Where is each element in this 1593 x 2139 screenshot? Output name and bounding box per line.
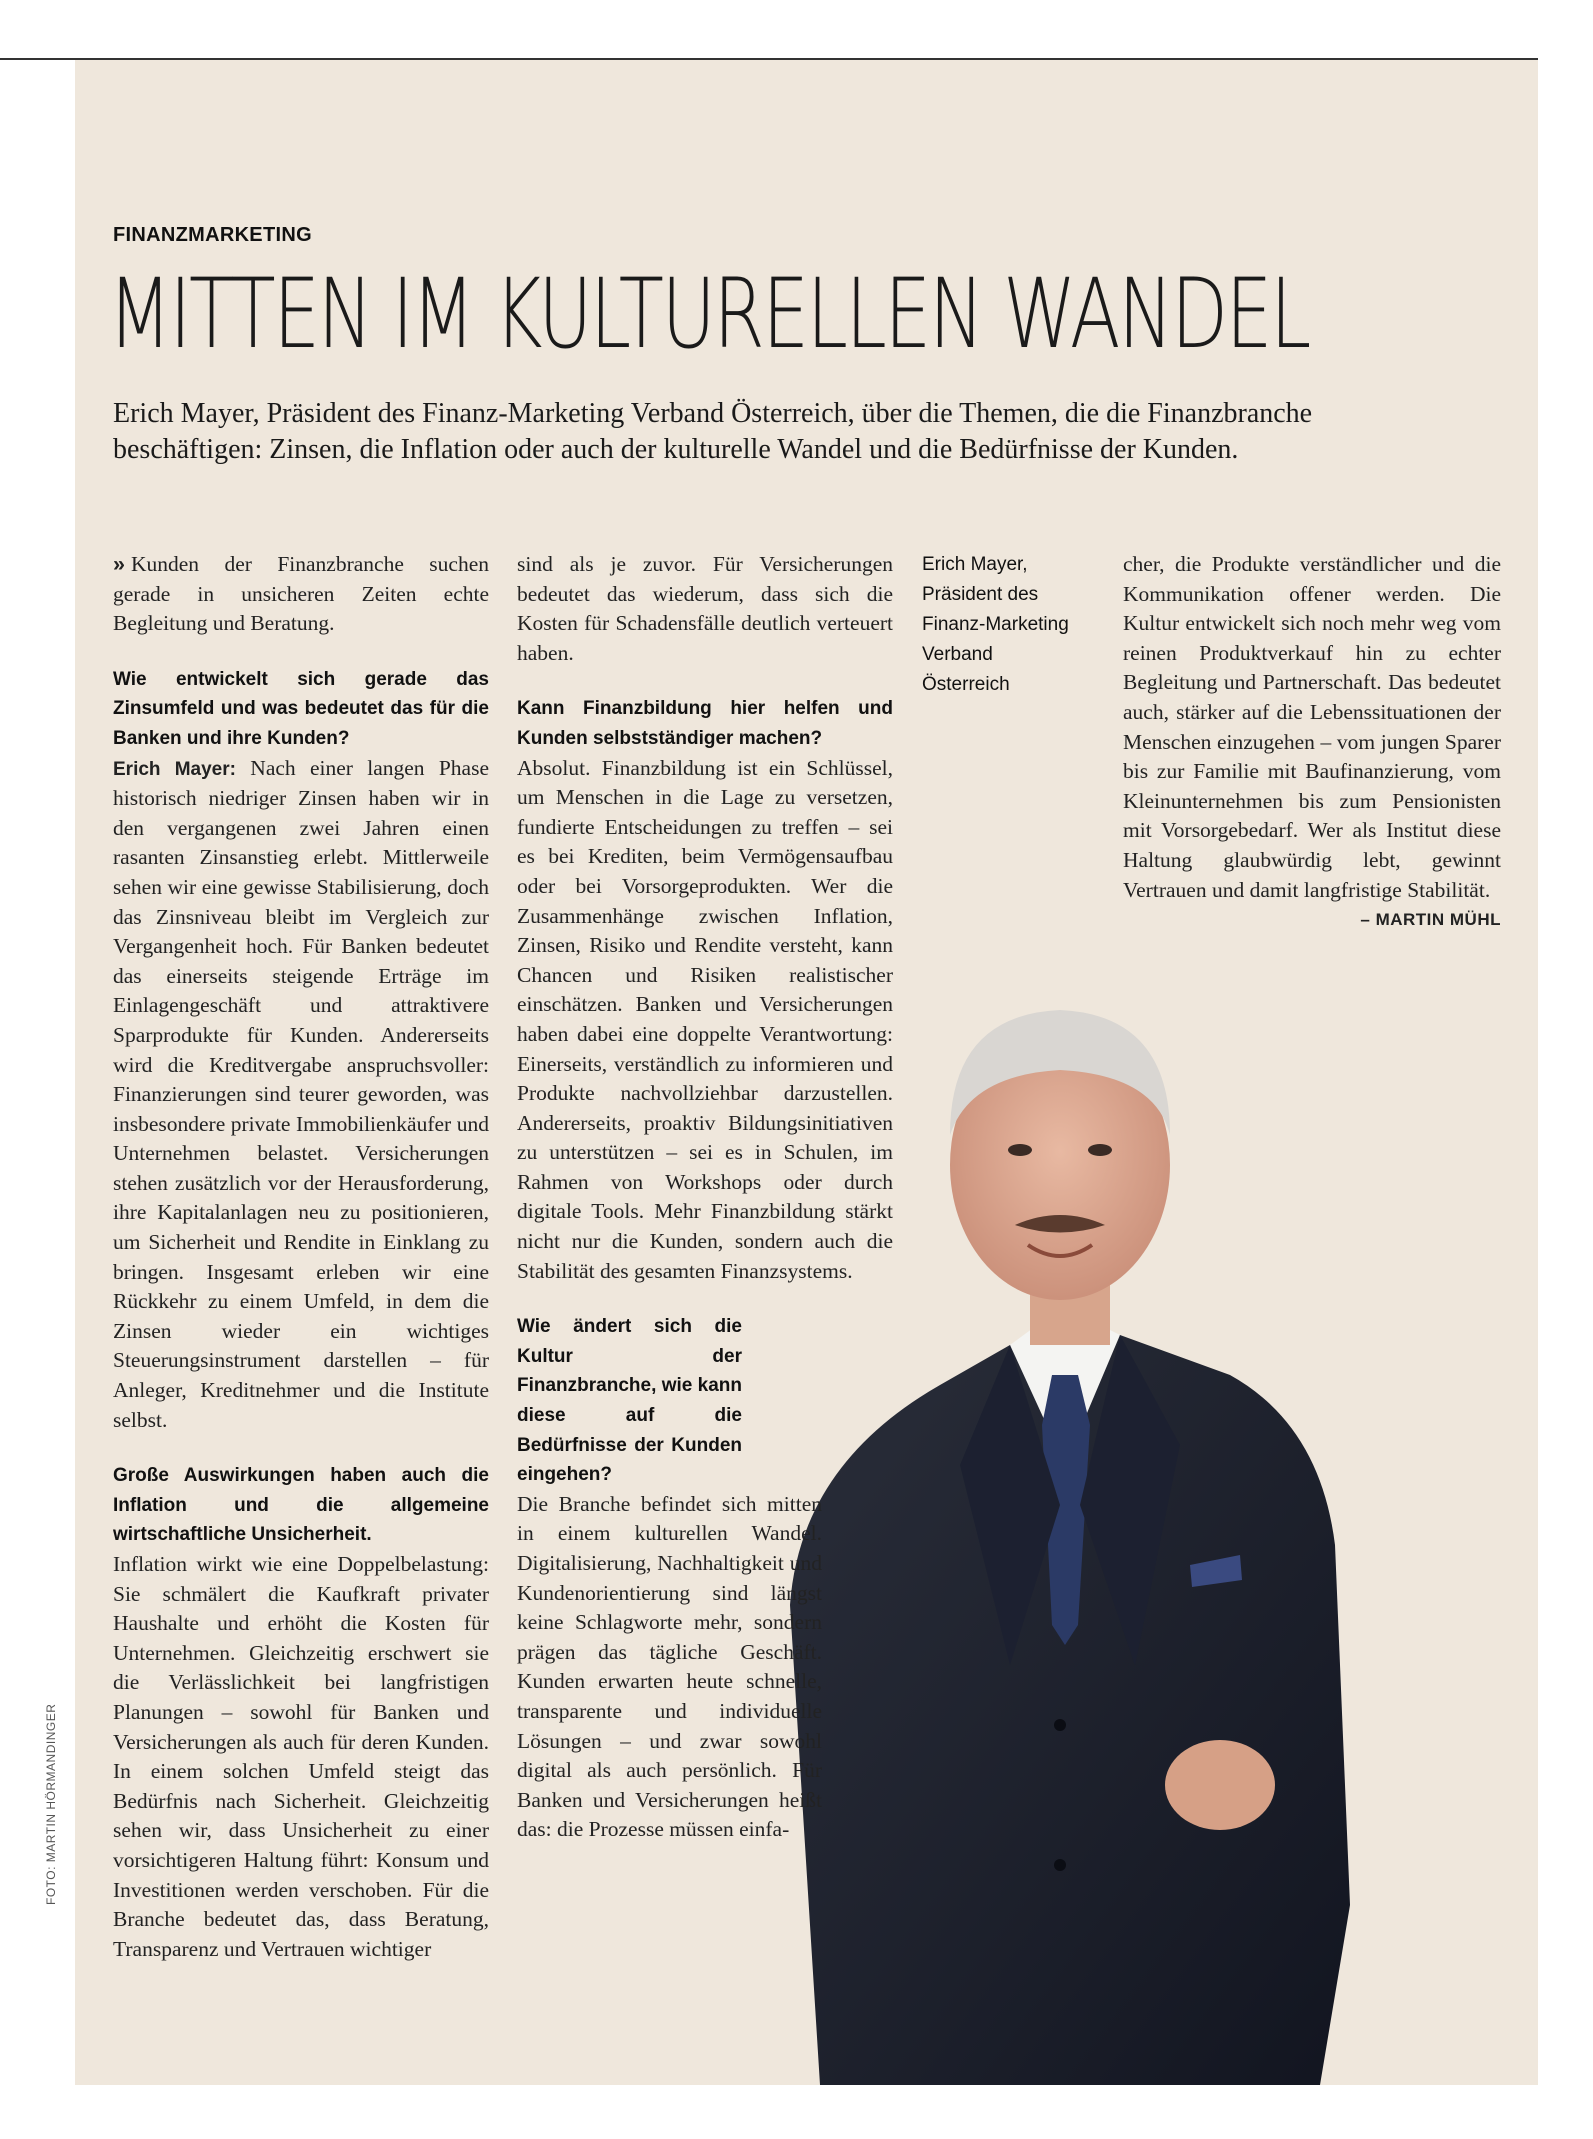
standfirst: Erich Mayer, Präsident des Finanz-Marketing Verband Österreich, über die Themen, die die Finanzbranche beschäftigen: Zinsen, die Inflation oder auch der kulturelle Wandel und die Bedürfnisse der Kunden. <box>113 398 1313 465</box>
caption-line: Österreich <box>922 674 1010 695</box>
continued-text: sind als je zuvor. Für Versicherungen bedeutet das wiederum, dass sich die Kosten für Schadensfälle deutlich verteuert haben. <box>517 552 893 665</box>
intro-paragraph <box>113 550 489 639</box>
photo-credit: FOTO: MARTIN HÖRMANDINGER <box>44 1703 58 1905</box>
caption-line: Erich Mayer, <box>922 554 1028 575</box>
caption-line: Verband <box>922 644 993 665</box>
intro-text: Kunden der Finanzbranche suchen gerade in unsicheren Zeiten echte Begleitung und Beratung. <box>113 552 489 636</box>
answer-4: Die Branche befindet sich mitten in einem kulturellen Wandel. Digitalisierung, Nachhaltigkeit und Kundenorientierung sind längst keine Schlagworte mehr, sondern prägen das tägliche Geschäft. Kunden erwarten heute schnelle, transparente und individuelle Lösungen – und zwar sowohl digital als auch persönlich. Für Banken und Versicherungen heißt das: die Prozesse müssen einfa- <box>517 1491 822 1842</box>
continued-text-4: cher, die Produkte verständlicher und die Kommunikation offener werden. Die Kultur entwickelt sich noch mehr weg vom reinen Produktverkauf hin zu echter Begleitung und Partnerschaft. Das bedeutet auch, stärker auf die Lebenssituationen der Menschen einzugehen – vom jungen Sparer bis zur Familie mit Baufinanzierung, vom Kleinunternehmen bis zum Pensionisten mit Vorsorgebedarf. Wer als Institut diese Haltung glaubwürdig lebt, gewinnt Vertrauen und damit langfristige Stabilität. <box>1123 552 1501 902</box>
question-4: Wie ändert sich die Kultur der Finanzbranche, wie kann diese auf die Bedürfnisse der Kunden eingehen? <box>517 1316 742 1486</box>
answer-1-text: Nach einer langen Phase historisch niedriger Zinsen haben wir in den vergangenen zwei Jahren einen rasanten Zinsanstieg erlebt. Mittlerweile sehen wir eine gewisse Stabilisierung, doch das Zinsniveau bleibt im Vergleich zur Vergangenheit hoch. Für Banken bedeutet das einerseits steigende Erträge im Einlagengeschäft und attraktivere Sparprodukte für Kunden. Andererseits wird die Kreditvergabe anspruchsvoller: Finanzierungen sind teurer geworden, was insbesondere private Immobilienkäufer und Unternehmen belastet. Versicherungen stehen zusätzlich vor der Herausforderung, ihre Kapitalanlagen neu zu positionieren, um Sicherheit und Rendite in Einklang zu bringen. Insgesamt erleben wir eine Rückkehr zu einem Umfeld, in dem die Zinsen wieder ein wichtiges Steuerungsinstrument darstellen – für Anleger, Kreditnehmer und die Institute selbst. <box>113 755 490 1432</box>
answer-1 <box>113 754 489 1436</box>
photo-caption <box>922 550 1097 700</box>
article-column-2 <box>517 550 893 1845</box>
question-3: Kann Finanzbildung hier helfen und Kunden selbstständiger machen? <box>517 698 893 749</box>
answer-2: Inflation wirkt wie eine Doppelbelastung: Sie schmälert die Kaufkraft privater Haushalte und erhöht die Kosten für Unternehmen. Gleichzeitig erschwert sie die Verlässlichkeit bei langfristigen Planungen – sowohl für Banken und Versicherungen als auch für deren Kunden. In einem solchen Umfeld steigt das Bedürfnis nach Sicherheit. Gleichzeitig sehen wir, dass Unsicherheit zu einer vorsichtigeren Haltung führt: Konsum und Investitionen werden verschoben. Für die Branche bedeutet das, dass Beratung, Transparenz und Vertrauen wichtiger <box>113 1552 489 1961</box>
article-column-1 <box>113 550 489 1964</box>
chevron-icon: » <box>113 552 125 576</box>
headline: MITTEN IM KULTURELLEN WANDEL <box>108 258 1309 370</box>
caption-line: Finanz-Marketing <box>922 614 1069 635</box>
interviewee-name: Erich Mayer: <box>113 758 236 780</box>
section-kicker: FINANZMARKETING <box>113 224 312 246</box>
answer-3: Absolut. Finanzbildung ist ein Schlüssel, um Menschen in die Lage zu versetzen, fundierte Entscheidungen zu treffen – sei es bei Krediten, beim Vermögensaufbau oder bei Vorsorgeprodukten. Wer die Zusammenhänge zwischen Inflation, Zinsen, Risiko und Rendite versteht, kann Chancen und Risiken realistischer einschätzen. Banken und Versicherungen haben dabei eine doppelte Verantwortung: Einerseits, verständlich zu informieren und Produkte nachvollziehbar darzustellen. Andererseits, proaktiv Bildungsinitiativen zu unterstützen – sei es in Schulen, im Rahmen von Workshops oder durch digitale Tools. Mehr Finanzbildung stärkt nicht nur die Kunden, sondern auch die Stabilität des gesamten Finanzsystems. <box>517 755 893 1283</box>
author-byline: – MARTIN MÜHL <box>1360 910 1501 930</box>
question-2: Große Auswirkungen haben auch die Inflation und die allgemeine wirtschaftliche Unsicherheit. <box>113 1465 489 1546</box>
caption-line: Präsident des <box>922 584 1039 605</box>
article-column-4 <box>1123 550 1501 935</box>
question-1: Wie entwickelt sich gerade das Zinsumfeld und was bedeutet das für die Banken und ihre Kunden? <box>113 668 489 749</box>
